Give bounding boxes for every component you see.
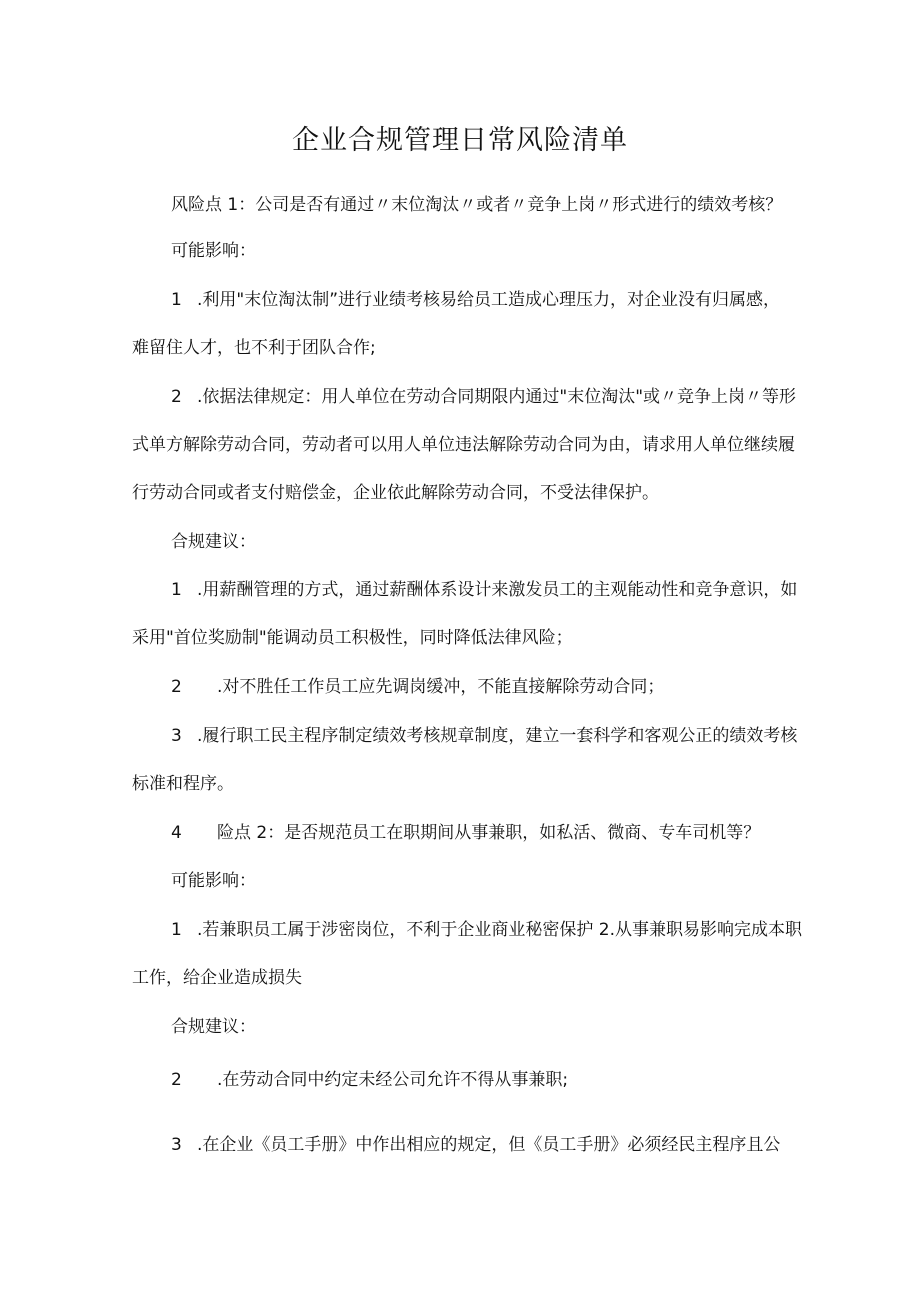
item-number: 1 [171,580,182,600]
item-number: 2 [171,677,182,697]
risk-1-advice-label: 合规建议： [171,532,256,552]
risk-2-impact-1 [171,918,802,942]
item-text: 险点 2：是否规范员工在职期间从事兼职，如私活、微商、专车司机等？ [217,823,761,843]
item-text: .履行职工民主程序制定绩效考核规章制度，建立一套科学和客观公正的绩效考核 [197,726,798,746]
item-text: .若兼职员工属于涉密岗位，不利于企业商业秘密保护 2.从事兼职易影响完成本职 [197,920,803,940]
risk-1-advice-3-cont: 标准和程序。 [132,774,234,794]
item-number: 1 [171,290,182,310]
item-number: 2 [171,1070,182,1090]
risk-1-advice-3 [171,724,797,748]
risk-2-impact-label: 可能影响： [171,871,256,891]
risk-1-impact-2-cont: 式单方解除劳动合同，劳动者可以用人单位违法解除劳动合同为由，请求用人单位继续履 [132,435,795,455]
item-text: .在企业《员工手册》中作出相应的规定，但《员工手册》必须经民主程序且公 [197,1135,781,1155]
item-text: .用薪酬管理的方式，通过薪酬体系设计来激发员工的主观能动性和竞争意识，如 [197,580,798,600]
risk-2-advice-2 [171,1133,780,1157]
item-text: .对不胜任工作员工应先调岗缓冲，不能直接解除劳动合同； [217,677,665,697]
risk-1-impact-2 [171,385,796,409]
item-text: .依据法律规定：用人单位在劳动合同期限内通过"末位淘汰"或〃竞争上岗〃等形 [197,387,797,407]
item-number: 1 [171,920,182,940]
risk-2-heading [171,821,760,845]
risk-1-heading: 风险点 1：公司是否有通过〃末位淘汰〃或者〃竞争上岗〃形式进行的绩效考核？ [171,195,783,215]
risk-1-impact-1-cont: 难留住人才，也不利于团队合作; [132,338,376,358]
risk-2-advice-1 [171,1068,568,1092]
item-number: 3 [171,1135,182,1155]
document-title: 企业合规管理日常风险清单 [292,125,628,156]
risk-1-advice-1-cont: 采用"首位奖励制"能调动员工积极性，同时降低法律风险； [132,628,573,648]
risk-2-advice-label: 合规建议： [171,1017,256,1037]
item-text: .在劳动合同中约定未经公司允许不得从事兼职; [217,1070,569,1090]
item-text: .利用"末位淘汰制”进行业绩考核易给员工造成心理压力，对企业没有归属感， [197,290,781,310]
risk-2-impact-1-cont: 工作，给企业造成损失 [132,968,302,988]
risk-1-advice-2 [171,675,664,699]
item-number: 3 [171,726,182,746]
item-number: 2 [171,387,182,407]
risk-1-impact-1 [171,288,780,312]
risk-1-advice-1 [171,578,797,602]
risk-1-impact-label: 可能影响： [171,241,256,261]
item-number: 4 [171,823,182,843]
risk-1-impact-2-cont-2: 行劳动合同或者支付赔偿金，企业依此解除劳动合同，不受法律保护。 [132,483,659,503]
